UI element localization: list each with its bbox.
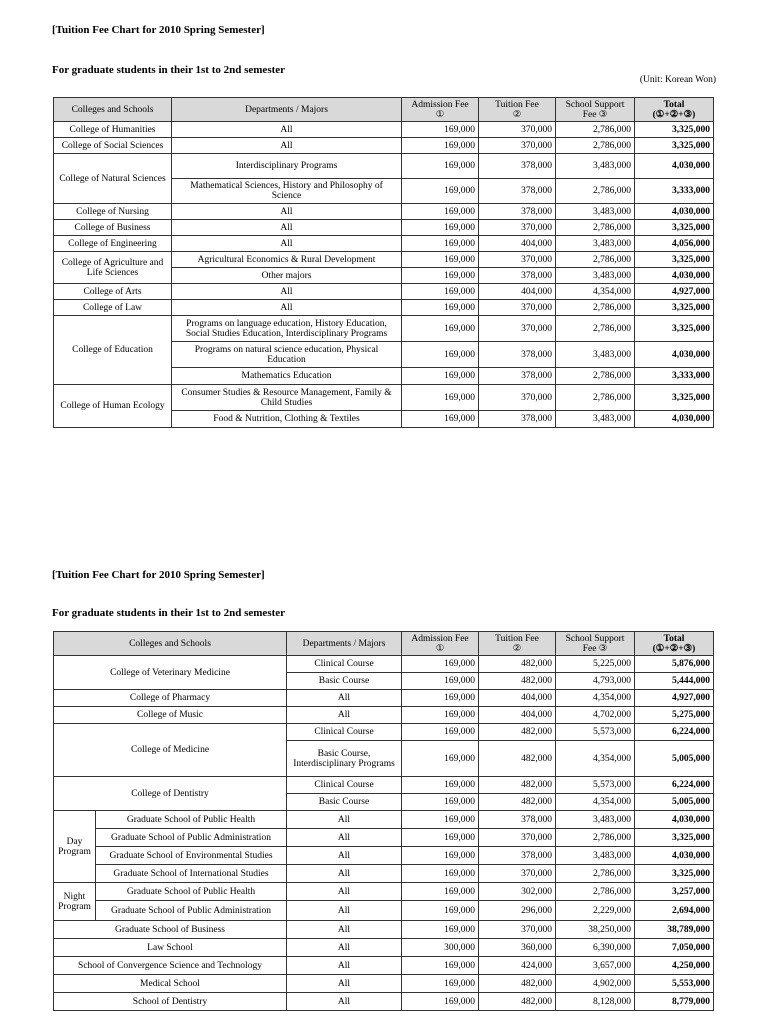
col-header-admission (402, 632, 479, 656)
support-fee-cell: 4,902,000 (556, 975, 635, 993)
tuition-fee-cell: 378,000 (479, 368, 556, 385)
header-text: School Support Fee (565, 99, 625, 120)
admission-fee-cell: 169,000 (402, 741, 479, 777)
support-fee-cell: 3,483,000 (556, 154, 635, 179)
college-cell: Graduate School of Business (54, 921, 287, 939)
col-header-admission (402, 98, 479, 122)
college-cell: College of Engineering (54, 236, 172, 252)
college-cell: College of Music (54, 707, 287, 724)
table-row (54, 883, 714, 901)
total-cell: 3,325,000 (635, 865, 714, 883)
table-row (54, 707, 714, 724)
header-text: School Support Fee (565, 633, 625, 654)
admission-fee-cell: 169,000 (402, 673, 479, 690)
total-cell: 7,050,000 (635, 939, 714, 957)
support-fee-cell: 2,786,000 (556, 179, 635, 204)
table-row (54, 957, 714, 975)
col-header-tuition (479, 632, 556, 656)
dept-cell: All (172, 204, 402, 220)
admission-fee-cell: 169,000 (402, 220, 479, 236)
dept-cell: Interdisciplinary Programs (172, 154, 402, 179)
admission-fee-cell: 169,000 (402, 656, 479, 673)
admission-fee-cell: 169,000 (402, 138, 479, 154)
support-fee-cell: 2,786,000 (556, 883, 635, 901)
header-formula: (①+②+③) (652, 643, 696, 654)
support-fee-cell: 5,225,000 (556, 656, 635, 673)
admission-fee-cell: 169,000 (402, 829, 479, 847)
dept-cell: Basic Course (287, 794, 402, 811)
support-fee-cell: 3,483,000 (556, 411, 635, 428)
col-header-support (556, 632, 635, 656)
header-formula: (①+②+③) (652, 109, 696, 120)
total-cell: 5,876,000 (635, 656, 714, 673)
support-fee-cell: 2,786,000 (556, 252, 635, 268)
dept-cell: All (287, 690, 402, 707)
dept-cell: Mathematics Education (172, 368, 402, 385)
total-cell: 3,325,000 (635, 316, 714, 342)
table-row (54, 154, 714, 179)
dept-cell: Basic Course, Interdisciplinary Programs (287, 741, 402, 777)
support-fee-cell: 3,483,000 (556, 847, 635, 865)
support-fee-cell: 3,657,000 (556, 957, 635, 975)
dept-cell: Programs on language education, History Education, Social Studies Education, Interdisciplinary Programs (172, 316, 402, 342)
college-cell: College of Human Ecology (54, 385, 172, 428)
header-number: ② (512, 643, 522, 654)
tuition-fee-cell: 302,000 (479, 883, 556, 901)
table-row (54, 316, 714, 342)
admission-fee-cell: 169,000 (402, 957, 479, 975)
col-header-college: Colleges and Schools (54, 632, 287, 656)
admission-fee-cell: 169,000 (402, 411, 479, 428)
table-row (54, 236, 714, 252)
college-cell: College of Natural Sciences (54, 154, 172, 204)
tuition-fee-table-1 (53, 97, 714, 428)
college-cell: College of Pharmacy (54, 690, 287, 707)
table-row (54, 252, 714, 268)
support-fee-cell: 3,483,000 (556, 811, 635, 829)
support-fee-cell: 2,786,000 (556, 316, 635, 342)
tuition-fee-cell: 370,000 (479, 316, 556, 342)
college-cell: College of Medicine (54, 724, 287, 777)
tuition-fee-cell: 370,000 (479, 220, 556, 236)
table-row (54, 724, 714, 741)
table-row (54, 656, 714, 673)
total-cell: 4,030,000 (635, 811, 714, 829)
support-fee-cell: 4,354,000 (556, 690, 635, 707)
admission-fee-cell: 169,000 (402, 284, 479, 300)
tuition-fee-cell: 370,000 (479, 829, 556, 847)
dept-cell: All (287, 847, 402, 865)
dept-cell: All (172, 122, 402, 138)
tuition-fee-cell: 404,000 (479, 707, 556, 724)
total-cell: 6,224,000 (635, 777, 714, 794)
admission-fee-cell: 169,000 (402, 300, 479, 316)
dept-cell: Other majors (172, 268, 402, 284)
college-cell: College of Humanities (54, 122, 172, 138)
admission-fee-cell: 169,000 (402, 794, 479, 811)
college-cell: Graduate School of International Studies (96, 865, 287, 883)
college-cell: College of Business (54, 220, 172, 236)
dept-cell: All (287, 901, 402, 921)
tuition-fee-cell: 370,000 (479, 138, 556, 154)
total-cell: 3,325,000 (635, 122, 714, 138)
admission-fee-cell: 169,000 (402, 883, 479, 901)
dept-cell: All (287, 957, 402, 975)
dept-cell: Clinical Course (287, 777, 402, 794)
table-row (54, 385, 714, 411)
total-cell: 5,553,000 (635, 975, 714, 993)
dept-cell: Clinical Course (287, 724, 402, 741)
support-fee-cell: 2,786,000 (556, 368, 635, 385)
support-fee-cell: 4,354,000 (556, 794, 635, 811)
support-fee-cell: 3,483,000 (556, 236, 635, 252)
support-fee-cell: 6,390,000 (556, 939, 635, 957)
tuition-fee-cell: 370,000 (479, 122, 556, 138)
table-row (54, 777, 714, 794)
table-row (54, 901, 714, 921)
total-cell: 3,257,000 (635, 883, 714, 901)
total-cell: 3,325,000 (635, 138, 714, 154)
college-cell: College of Veterinary Medicine (54, 656, 287, 690)
table-row (54, 993, 714, 1011)
table-header-row (54, 98, 714, 122)
total-cell: 8,779,000 (635, 993, 714, 1011)
total-cell: 5,444,000 (635, 673, 714, 690)
support-fee-cell: 2,229,000 (556, 901, 635, 921)
table-row (54, 865, 714, 883)
tuition-fee-cell: 370,000 (479, 921, 556, 939)
table-row (54, 975, 714, 993)
total-cell: 6,224,000 (635, 724, 714, 741)
total-cell: 3,333,000 (635, 368, 714, 385)
header-text: Admission Fee (411, 99, 469, 110)
total-cell: 4,927,000 (635, 690, 714, 707)
total-cell: 4,056,000 (635, 236, 714, 252)
college-cell: School of Dentistry (54, 993, 287, 1011)
college-cell: Graduate School of Public Administration (96, 901, 287, 921)
admission-fee-cell: 169,000 (402, 865, 479, 883)
tuition-fee-cell: 482,000 (479, 794, 556, 811)
tuition-fee-cell: 378,000 (479, 342, 556, 368)
college-cell: Graduate School of Environmental Studies (96, 847, 287, 865)
dept-cell: Basic Course (287, 673, 402, 690)
header-number: ① (435, 109, 445, 120)
admission-fee-cell: 169,000 (402, 385, 479, 411)
dept-cell: All (172, 236, 402, 252)
support-fee-cell: 2,786,000 (556, 220, 635, 236)
total-cell: 4,030,000 (635, 411, 714, 428)
total-cell: 5,275,000 (635, 707, 714, 724)
header-text: Admission Fee (411, 633, 469, 644)
total-cell: 3,325,000 (635, 300, 714, 316)
dept-cell: All (287, 921, 402, 939)
header-text: Tuition Fee (495, 99, 539, 110)
section2-subtitle: For graduate students in their 1st to 2nd semester (52, 607, 286, 619)
support-fee-cell: 5,573,000 (556, 724, 635, 741)
support-fee-cell: 2,786,000 (556, 865, 635, 883)
admission-fee-cell: 169,000 (402, 901, 479, 921)
table-row (54, 300, 714, 316)
tuition-fee-cell: 370,000 (479, 300, 556, 316)
total-cell: 38,789,000 (635, 921, 714, 939)
admission-fee-cell: 169,000 (402, 342, 479, 368)
admission-fee-cell: 169,000 (402, 179, 479, 204)
table-row (54, 939, 714, 957)
tuition-fee-cell: 482,000 (479, 741, 556, 777)
program-group-cell: Day Program (54, 811, 96, 883)
table-row (54, 220, 714, 236)
tuition-fee-cell: 378,000 (479, 154, 556, 179)
dept-cell: All (287, 707, 402, 724)
total-cell: 3,325,000 (635, 220, 714, 236)
tuition-fee-cell: 378,000 (479, 811, 556, 829)
support-fee-cell: 3,483,000 (556, 204, 635, 220)
dept-cell: All (287, 811, 402, 829)
total-cell: 4,030,000 (635, 342, 714, 368)
admission-fee-cell: 169,000 (402, 122, 479, 138)
dept-cell: Mathematical Sciences, History and Philosophy of Science (172, 179, 402, 204)
tuition-fee-cell: 404,000 (479, 236, 556, 252)
dept-cell: All (172, 138, 402, 154)
table-row (54, 829, 714, 847)
dept-cell: All (287, 865, 402, 883)
support-fee-cell: 2,786,000 (556, 300, 635, 316)
dept-cell: All (287, 883, 402, 901)
col-header-dept: Departments / Majors (172, 98, 402, 122)
dept-cell: All (287, 975, 402, 993)
table-row (54, 122, 714, 138)
tuition-fee-cell: 482,000 (479, 673, 556, 690)
section1-subtitle: For graduate students in their 1st to 2nd semester (52, 64, 286, 76)
dept-cell: All (287, 829, 402, 847)
college-cell: Graduate School of Public Health (96, 883, 287, 901)
header-text: Total (663, 633, 685, 644)
college-cell: College of Social Sciences (54, 138, 172, 154)
support-fee-cell: 3,483,000 (556, 268, 635, 284)
dept-cell: All (287, 939, 402, 957)
admission-fee-cell: 169,000 (402, 921, 479, 939)
tuition-fee-table-2 (53, 631, 714, 1011)
dept-cell: Agricultural Economics & Rural Development (172, 252, 402, 268)
total-cell: 4,250,000 (635, 957, 714, 975)
total-cell: 4,030,000 (635, 204, 714, 220)
col-header-support (556, 98, 635, 122)
college-cell: College of Agriculture and Life Sciences (54, 252, 172, 284)
tuition-fee-cell: 370,000 (479, 385, 556, 411)
header-number: ③ (598, 109, 608, 120)
college-cell: College of Nursing (54, 204, 172, 220)
header-text: Tuition Fee (495, 633, 539, 644)
tuition-fee-cell: 296,000 (479, 901, 556, 921)
college-cell: College of Dentistry (54, 777, 287, 811)
admission-fee-cell: 169,000 (402, 724, 479, 741)
support-fee-cell: 38,250,000 (556, 921, 635, 939)
admission-fee-cell: 169,000 (402, 368, 479, 385)
admission-fee-cell: 169,000 (402, 204, 479, 220)
table-row (54, 690, 714, 707)
header-number: ③ (598, 643, 608, 654)
table-row (54, 847, 714, 865)
dept-cell: Clinical Course (287, 656, 402, 673)
admission-fee-cell: 169,000 (402, 252, 479, 268)
tuition-fee-cell: 370,000 (479, 252, 556, 268)
header-number: ② (512, 109, 522, 120)
admission-fee-cell: 169,000 (402, 154, 479, 179)
header-number: ① (435, 643, 445, 654)
tuition-fee-cell: 482,000 (479, 777, 556, 794)
col-header-dept: Departments / Majors (287, 632, 402, 656)
admission-fee-cell: 169,000 (402, 847, 479, 865)
table-row (54, 811, 714, 829)
total-cell: 5,005,000 (635, 794, 714, 811)
admission-fee-cell: 169,000 (402, 236, 479, 252)
col-header-total (635, 98, 714, 122)
dept-cell: All (172, 284, 402, 300)
support-fee-cell: 2,786,000 (556, 385, 635, 411)
dept-cell: All (172, 220, 402, 236)
college-cell: Law School (54, 939, 287, 957)
college-cell: Graduate School of Public Health (96, 811, 287, 829)
support-fee-cell: 2,786,000 (556, 829, 635, 847)
tuition-fee-cell: 404,000 (479, 284, 556, 300)
dept-cell: Consumer Studies & Resource Management, Family & Child Studies (172, 385, 402, 411)
admission-fee-cell: 169,000 (402, 690, 479, 707)
tuition-fee-cell: 404,000 (479, 690, 556, 707)
col-header-total (635, 632, 714, 656)
support-fee-cell: 3,483,000 (556, 342, 635, 368)
total-cell: 4,030,000 (635, 847, 714, 865)
total-cell: 3,333,000 (635, 179, 714, 204)
col-header-tuition (479, 98, 556, 122)
dept-cell: Programs on natural science education, Physical Education (172, 342, 402, 368)
admission-fee-cell: 169,000 (402, 975, 479, 993)
tuition-fee-cell: 482,000 (479, 656, 556, 673)
college-cell: School of Convergence Science and Technology (54, 957, 287, 975)
total-cell: 5,005,000 (635, 741, 714, 777)
tuition-fee-cell: 482,000 (479, 724, 556, 741)
dept-cell: All (172, 300, 402, 316)
table-row (54, 921, 714, 939)
dept-cell: All (287, 993, 402, 1011)
table-row (54, 204, 714, 220)
total-cell: 4,030,000 (635, 154, 714, 179)
tuition-fee-cell: 378,000 (479, 268, 556, 284)
tuition-fee-cell: 378,000 (479, 847, 556, 865)
admission-fee-cell: 169,000 (402, 811, 479, 829)
admission-fee-cell: 169,000 (402, 777, 479, 794)
admission-fee-cell: 169,000 (402, 316, 479, 342)
admission-fee-cell: 169,000 (402, 268, 479, 284)
tuition-fee-cell: 424,000 (479, 957, 556, 975)
support-fee-cell: 2,786,000 (556, 138, 635, 154)
section1-title: [Tuition Fee Chart for 2010 Spring Semester] (52, 24, 265, 36)
college-cell: College of Law (54, 300, 172, 316)
support-fee-cell: 8,128,000 (556, 993, 635, 1011)
total-cell: 4,927,000 (635, 284, 714, 300)
support-fee-cell: 2,786,000 (556, 122, 635, 138)
college-cell: College of Arts (54, 284, 172, 300)
tuition-fee-cell: 360,000 (479, 939, 556, 957)
tuition-fee-cell: 378,000 (479, 179, 556, 204)
admission-fee-cell: 300,000 (402, 939, 479, 957)
total-cell: 4,030,000 (635, 268, 714, 284)
section2-title: [Tuition Fee Chart for 2010 Spring Semester] (52, 569, 265, 581)
tuition-fee-cell: 370,000 (479, 865, 556, 883)
total-cell: 3,325,000 (635, 829, 714, 847)
tuition-fee-cell: 482,000 (479, 975, 556, 993)
support-fee-cell: 4,702,000 (556, 707, 635, 724)
table-row (54, 284, 714, 300)
college-cell: College of Education (54, 316, 172, 385)
program-group-cell: Night Program (54, 883, 96, 921)
total-cell: 3,325,000 (635, 385, 714, 411)
header-text: Total (663, 99, 685, 110)
tuition-fee-cell: 378,000 (479, 411, 556, 428)
unit-label: (Unit: Korean Won) (639, 75, 716, 85)
support-fee-cell: 4,793,000 (556, 673, 635, 690)
dept-cell: Food & Nutrition, Clothing & Textiles (172, 411, 402, 428)
tuition-fee-cell: 378,000 (479, 204, 556, 220)
tuition-fee-cell: 482,000 (479, 993, 556, 1011)
table-row (54, 138, 714, 154)
total-cell: 2,694,000 (635, 901, 714, 921)
college-cell: Graduate School of Public Administration (96, 829, 287, 847)
table-header-row (54, 632, 714, 656)
col-header-college: Colleges and Schools (54, 98, 172, 122)
support-fee-cell: 4,354,000 (556, 741, 635, 777)
support-fee-cell: 4,354,000 (556, 284, 635, 300)
total-cell: 3,325,000 (635, 252, 714, 268)
admission-fee-cell: 169,000 (402, 993, 479, 1011)
support-fee-cell: 5,573,000 (556, 777, 635, 794)
college-cell: Medical School (54, 975, 287, 993)
admission-fee-cell: 169,000 (402, 707, 479, 724)
